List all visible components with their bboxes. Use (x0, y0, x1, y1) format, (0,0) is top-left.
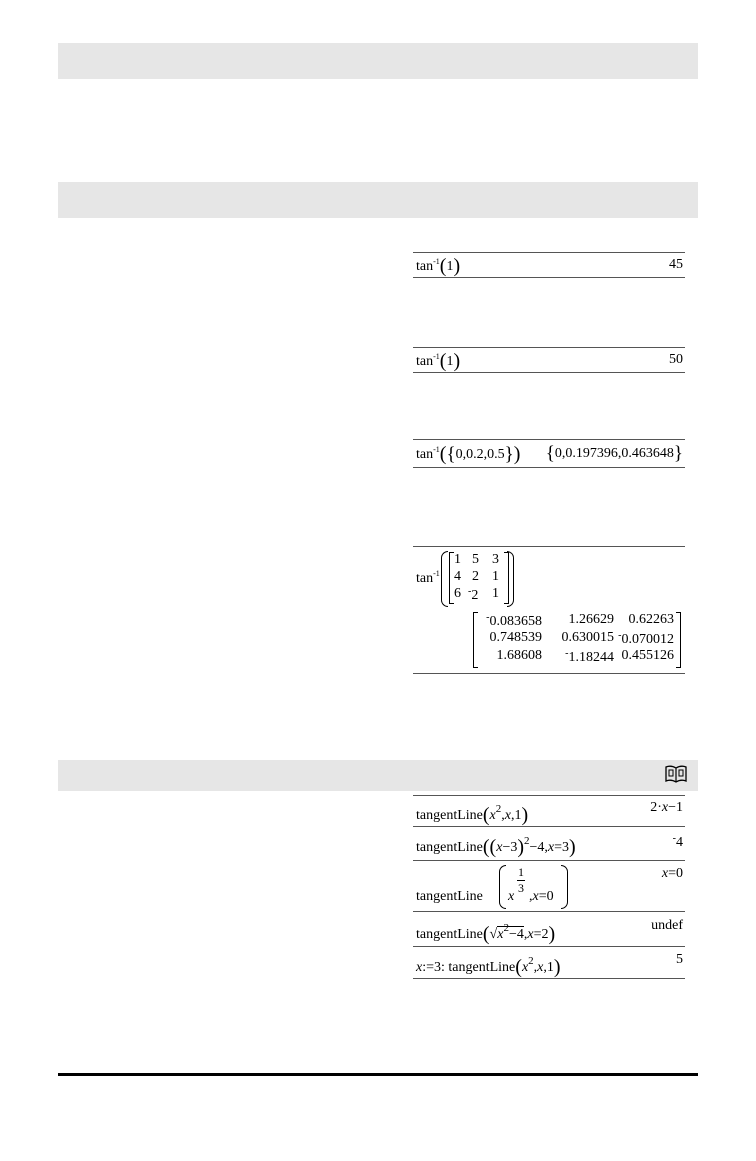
right-paren (561, 865, 568, 909)
example-input: $\tan^{-1}(\{0,0.2,0.5\})$ (416, 443, 521, 465)
result-matrix-cell: 0.630015 (561, 630, 614, 645)
example-row (413, 252, 685, 278)
example-tan-inverse-degree (413, 252, 685, 278)
result-matrix-cell: -0.070012 (618, 630, 674, 647)
example-result: x=0 (661, 866, 683, 881)
footer-rule (58, 1073, 698, 1076)
section-header-bar-tan-inverse (58, 182, 698, 218)
example-row (413, 439, 685, 468)
matrix-cell: 1 (492, 586, 499, 601)
right-paren (507, 551, 514, 607)
result-matrix-cell: 0.748539 (489, 630, 542, 645)
left-paren (499, 865, 506, 909)
section-header-bar (58, 43, 698, 79)
example-input: $\tan^{-1}(1)$ (416, 350, 461, 372)
matrix-cell: 2 (472, 569, 479, 584)
left-paren (441, 551, 448, 607)
tangentline-examples (413, 795, 685, 979)
example-input: x:=3: $tangentLine(x^2,x,1)$ (416, 955, 561, 978)
result-matrix-cell: -1.18244 (565, 648, 614, 665)
matrix-cell: 1 (454, 552, 461, 567)
matrix-cell: 4 (454, 569, 461, 584)
example-result: 5 (676, 952, 683, 967)
matrix-cell: 1 (492, 569, 499, 584)
base-x: x (508, 889, 515, 904)
example-input: $tangentLine((x-3)^2-4,x=3)$ (416, 835, 576, 858)
result-matrix-cell: 0.62263 (628, 612, 674, 627)
example-result: 2·x−1 (650, 800, 683, 815)
example-tan-inverse-matrix (413, 546, 685, 673)
matrix-cell: -2 (468, 586, 479, 603)
example-input: $\tan^{-1}(1)$ (416, 255, 461, 277)
example-row (413, 912, 685, 947)
example-row (413, 546, 685, 674)
matrix-fn-label: $\tan^{-1}$ (416, 569, 440, 586)
example-row (413, 827, 685, 861)
section-header-bar-tangentline (58, 760, 698, 791)
example-row (413, 795, 685, 827)
example-input: $tangentLine(√x^2-4,x=2)$ (416, 922, 556, 945)
example-result: 50 (669, 352, 683, 367)
example-tan-inverse-list (413, 439, 685, 468)
result-matrix-cell: -0.083658 (486, 612, 542, 629)
example-row (413, 347, 685, 373)
example-result: undef (651, 918, 683, 933)
example-input: $tangentLine(x^2,x,1)$ (416, 803, 529, 826)
example-input: tangentLine (416, 889, 483, 904)
example-row (413, 947, 685, 979)
exponent-fraction: 1 3 (518, 865, 524, 895)
matrix-cell: 5 (472, 552, 479, 567)
result-matrix-cell: 0.455126 (621, 648, 674, 663)
result-matrix-cell: 1.68608 (496, 648, 542, 663)
result-matrix (473, 612, 681, 668)
args: ,x=0 (529, 889, 554, 904)
example-result: -4 (672, 833, 683, 850)
example-row (413, 861, 685, 912)
example-tan-inverse-gradian (413, 347, 685, 373)
matrix-cell: 3 (492, 552, 499, 567)
result-matrix-cell: 1.26629 (568, 612, 614, 627)
matrix-cell: 6 (454, 586, 461, 601)
catalog-book-icon (664, 764, 688, 784)
example-result: {0,0.197396,0.463648} (545, 443, 683, 464)
example-result: 45 (669, 257, 683, 272)
input-matrix (449, 552, 509, 604)
